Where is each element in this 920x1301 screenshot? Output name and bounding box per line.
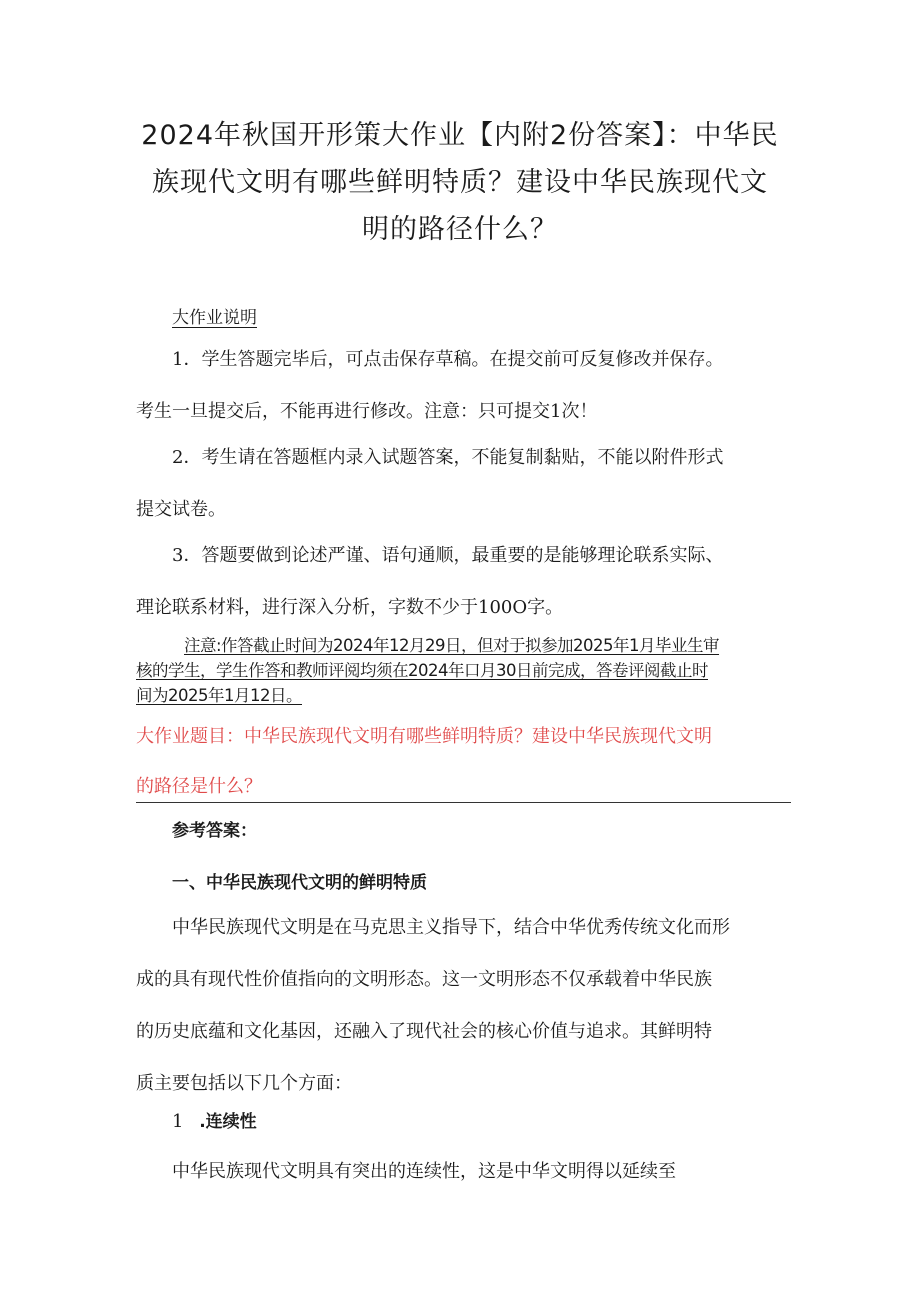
subsection-heading xyxy=(172,1109,257,1135)
notice-line: 核的学生，学生作答和教师评阅均须在2024年口月30日前完成，答卷评阅截止时 xyxy=(136,661,708,680)
instruction-line: 3．答题要做到论述严谨、语句通顺，最重要的是能够理论联系实际、 xyxy=(172,545,724,566)
instruction-item-3 xyxy=(136,543,796,621)
document-title xyxy=(130,112,790,253)
body-paragraph-continued xyxy=(136,1159,796,1185)
topic-line: 的路径是什么？ xyxy=(136,776,262,797)
body-line: 中华民族现代文明是在马克思主义指导下，结合中华优秀传统文化而形 xyxy=(172,917,730,938)
deadline-notice xyxy=(136,633,796,708)
instruction-line: 1．学生答题完毕后，可点击保存草稿。在提交前可反复修改并保存。 xyxy=(172,349,724,370)
body-line: 的历史底蕴和文化基因，还融入了现代社会的核心价值与追求。其鲜明特 xyxy=(136,1021,712,1042)
subsection-label: .连续性 xyxy=(199,1112,257,1132)
answer-heading: 参考答案： xyxy=(172,821,257,841)
instruction-line: 提交试卷。 xyxy=(136,499,226,520)
body-paragraph xyxy=(136,915,796,1097)
title-line: 族现代文明有哪些鲜明特质？建设中华民族现代文 xyxy=(152,167,768,198)
divider xyxy=(136,802,791,803)
instruction-line: 2．考生请在答题框内录入试题答案，不能复制黏贴，不能以附件形式 xyxy=(172,447,724,468)
body-line: 成的具有现代性价值指向的文明形态。这一文明形态不仅承载着中华民族 xyxy=(136,969,712,990)
section-heading: 一、中华民族现代文明的鲜明特质 xyxy=(172,873,427,893)
title-line: 明的路径什么？ xyxy=(362,214,558,245)
notice-line: 间为2025年1月12日。 xyxy=(136,686,302,705)
title-line: 2024年秋国开形策大作业【内附2份答案】：中华民 xyxy=(141,120,779,151)
instructions-heading: 大作业说明 xyxy=(172,308,257,328)
body-line: 中华民族现代文明具有突出的连续性，这是中华文明得以延续至 xyxy=(172,1161,676,1182)
body-line: 质主要包括以下几个方面： xyxy=(136,1073,352,1094)
topic-line: 大作业题目：中华民族现代文明有哪些鲜明特质？建设中华民族现代文明 xyxy=(136,726,712,747)
notice-line: 注意:作答截止时间为2024年12月29日，但对于拟参加2025年1月毕业生审 xyxy=(184,636,720,655)
subsection-number: 1 xyxy=(172,1111,184,1132)
instruction-line: 理论联系材料，进行深入分析，字数不少于100O字。 xyxy=(136,597,564,618)
instruction-line: 考生一旦提交后，不能再进行修改。注意：只可提交1次！ xyxy=(136,401,598,422)
instruction-item-2 xyxy=(136,445,796,523)
assignment-topic xyxy=(136,724,796,800)
instruction-item-1 xyxy=(136,347,796,425)
